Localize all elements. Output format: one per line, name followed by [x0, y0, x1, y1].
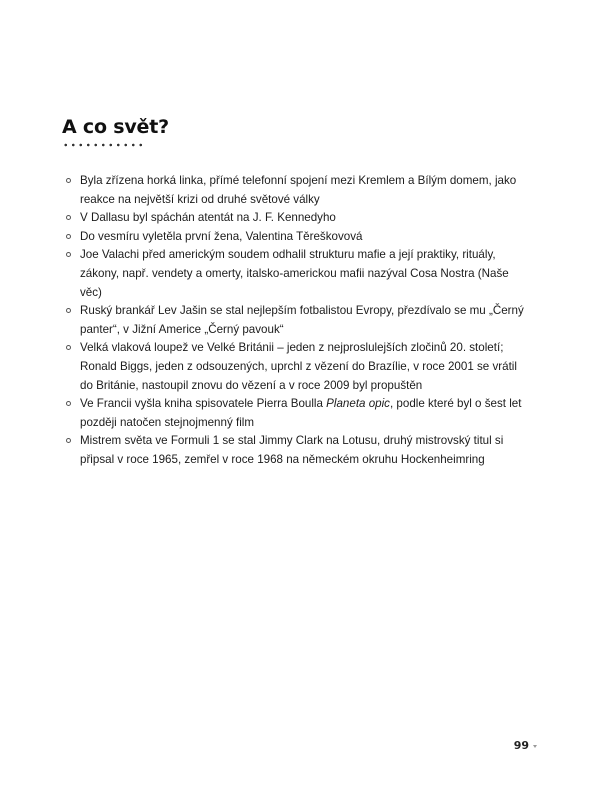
list-item-text: Ruský brankář Lev Jašin se stal nejlepším fotbalistou Evropy, přezdívalo se mu „Černý panter“, v Jižní Americe „Černý pavouk“: [80, 304, 524, 336]
circle-bullet-icon: [66, 215, 71, 220]
list-item-text: V Dallasu byl spáchán atentát na J. F. Kennedyho: [80, 211, 336, 225]
circle-bullet-icon: [66, 178, 71, 183]
heading-dotted-rule: [62, 143, 144, 147]
list-item: [66, 228, 532, 247]
book-text-after: , podle které byl o šest let později natočen stejnojmenný film: [80, 397, 522, 429]
book-title: Planeta opic: [326, 397, 390, 411]
circle-bullet-icon: [66, 438, 71, 443]
circle-bullet-icon: [66, 308, 71, 313]
section-heading: A co svět?: [62, 116, 169, 138]
circle-bullet-icon: [66, 252, 71, 257]
list-item-text: Mistrem světa ve Formuli 1 se stal Jimmy Clark na Lotusu, druhý mistrovský titul si připsal v roce 1965, zemřel v roce 1968 na německém okruhu Hockenheimring: [80, 434, 504, 466]
list-item-text: Joe Valachi před americkým soudem odhalil strukturu mafie a její praktiky, rituály, zákony, např. vendety a omerty, italsko-americkou mafii nazýval Cosa Nostra (Naše věc): [80, 248, 509, 299]
circle-bullet-icon: [66, 234, 71, 239]
book-text-before: Ve Francii vyšla kniha spisovatele Pierra Boulla: [80, 397, 327, 411]
circle-bullet-icon: [66, 401, 71, 406]
list-item-book: [66, 395, 532, 432]
page-number: 99: [513, 739, 529, 752]
list-item: [66, 339, 532, 395]
list-item-text: [80, 395, 532, 432]
events-list: [66, 172, 532, 470]
triangle-down-icon: [533, 745, 537, 748]
list-item: [66, 432, 532, 469]
list-item-text: Do vesmíru vyletěla první žena, Valentina Těreškovová: [80, 229, 363, 243]
list-item-text: Byla zřízena horká linka, přímé telefonní spojení mezi Kremlem a Bílým domem, jako reakce na největší krizi od druhé světové války: [80, 174, 517, 206]
list-item: [66, 246, 532, 302]
list-item-text: Velká vlaková loupež ve Velké Británii – jeden z nejproslulejších zločinů 20. století; Ronald Biggs, jeden z odsouzených, uprchl z vězení do Brazílie, v roce 2001 se vrátil do Británie, nastoupil znovu do vězení a v roce 2009 byl propuštěn: [80, 341, 517, 392]
list-item: [66, 209, 532, 228]
list-item: [66, 302, 532, 339]
list-item: [66, 172, 532, 209]
page-folio: [514, 739, 537, 752]
circle-bullet-icon: [66, 345, 71, 350]
